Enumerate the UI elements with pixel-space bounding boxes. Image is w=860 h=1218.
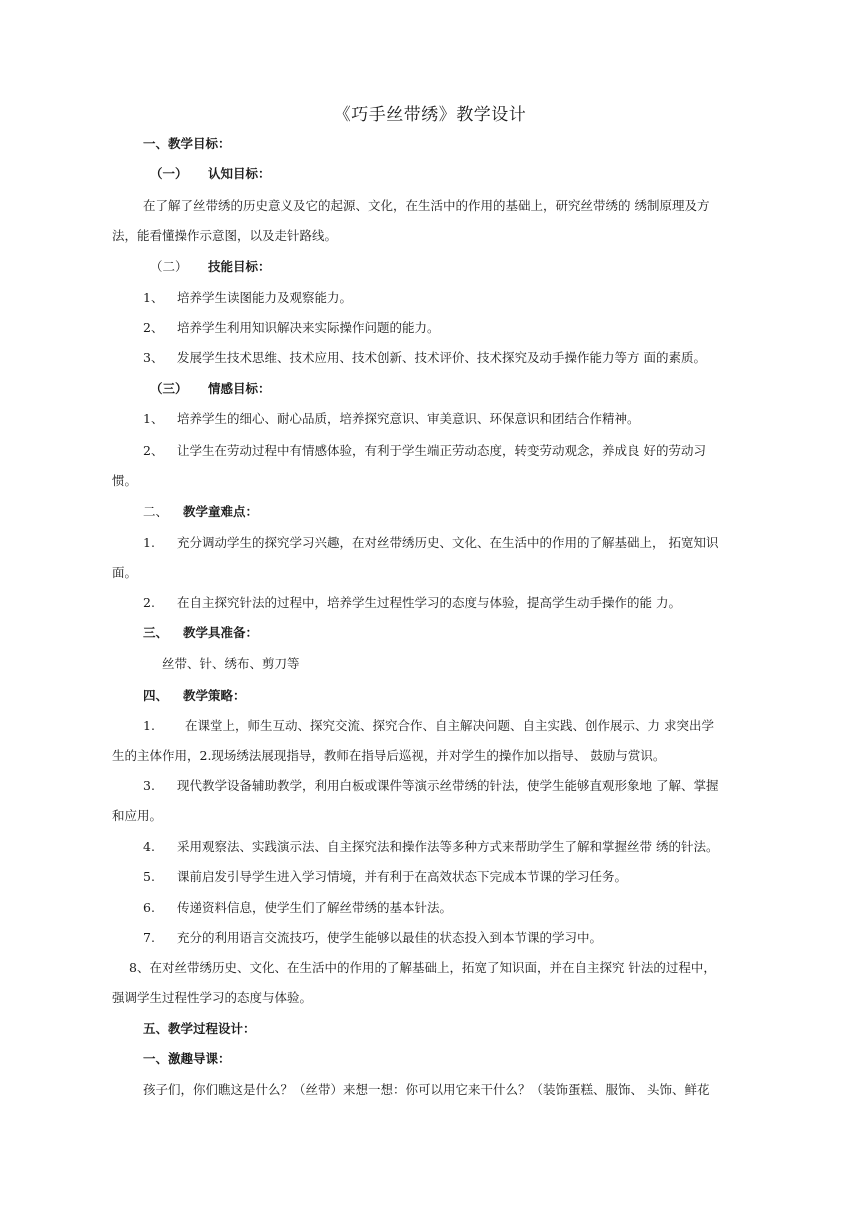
list-number: 1. — [143, 535, 155, 550]
list-number: 7. — [143, 930, 155, 945]
list-item — [143, 928, 602, 948]
list-text: 在自主探究针法的过程中，培养学生过程性学习的态度与体验，提高学生动手操作的能 力。 — [177, 595, 681, 610]
list-item — [143, 716, 714, 736]
section-number: （三） — [150, 381, 188, 396]
list-item: 8、在对丝带绣历史、文化、在生活中的作用的了解基础上，拓宽了知识面，并在自主探究 针法的过程中， — [129, 960, 716, 975]
list-item — [143, 533, 718, 553]
section-4-heading — [143, 686, 246, 706]
list-text: 传递资料信息，使学生们了解丝带绣的基本针法。 — [177, 900, 453, 915]
list-number: 2、 — [143, 320, 164, 335]
list-number: 2. — [143, 595, 155, 610]
list-text: 现代教学设备辅助教学，利用白板或课件等演示丝带绣的针法，使学生能够直观形象地 了解、掌握 — [177, 778, 719, 793]
list-number: 3. — [143, 778, 155, 793]
section-1-1-heading — [150, 164, 271, 184]
list-text: 课前启发引导学生进入学习情境，并有利于在高效状态下完成本节课的学习任务。 — [177, 869, 628, 884]
section-label: 认知目标： — [208, 166, 271, 181]
section-number: （二） — [150, 259, 188, 274]
section-1-3-heading — [150, 379, 271, 399]
list-text: 充分的利用语言交流技巧，使学生能够以最佳的状态投入到本节课的学习中。 — [177, 930, 603, 945]
section-3-heading — [143, 623, 258, 643]
section-1-heading: 一、教学目标： — [143, 136, 231, 151]
list-item — [143, 288, 352, 308]
list-number: 1、 — [143, 411, 164, 426]
list-text: 培养学生读图能力及观察能力。 — [177, 290, 353, 305]
section-number: 二、 — [143, 504, 169, 519]
section-5-heading: 五、教学过程设计： — [143, 1021, 256, 1036]
paragraph-line: 丝带、针、绣布、剪刀等 — [162, 656, 300, 671]
section-2-heading — [143, 502, 258, 522]
paragraph-line: 强调学生过程性学习的态度与体验。 — [112, 990, 313, 1005]
list-number: 6. — [143, 900, 155, 915]
section-label: 情感目标： — [208, 381, 271, 396]
list-item — [143, 318, 440, 338]
list-item — [143, 348, 706, 368]
document-title: 《巧手丝带绣》教学设计 — [333, 105, 527, 125]
list-text: 让学生在劳动过程中有情感体验，有利于学生端正劳动态度，转变劳动观念，养成良 好的劳动习 — [177, 443, 706, 458]
section-label: 技能目标： — [208, 259, 271, 274]
section-number: （一） — [150, 166, 188, 181]
list-item — [143, 441, 706, 461]
list-text: 充分调动学生的探究学习兴趣，在对丝带绣历史、文化、在生活中的作用的了解基础上， 拓宽知识 — [177, 535, 719, 550]
section-1-2-heading — [150, 257, 271, 277]
list-item — [143, 409, 640, 429]
list-item — [143, 898, 452, 918]
paragraph-line: 惯。 — [112, 473, 138, 488]
list-number: 3、 — [143, 350, 164, 365]
section-5-1-heading: 一、激趣导课： — [143, 1051, 231, 1066]
list-text: 培养学生利用知识解决来实际操作问题的能力。 — [177, 320, 440, 335]
list-item — [143, 593, 681, 613]
paragraph-line: 法，能看懂操作示意图，以及走针路线。 — [112, 228, 338, 243]
section-number: 三、 — [143, 625, 169, 640]
paragraph-line: 和应用。 — [112, 808, 163, 823]
paragraph-line: 孩子们，你们瞧这是什么？（丝带）来想一想：你可以用它来干什么？（装饰蛋糕、服饰、 头饰、鲜花 — [143, 1082, 710, 1097]
list-item — [143, 776, 718, 796]
section-label: 教学策略： — [183, 688, 246, 703]
section-label: 教学童难点： — [183, 504, 259, 519]
section-label: 教学具准备： — [183, 625, 259, 640]
list-number: 4. — [143, 839, 155, 854]
list-number: 2、 — [143, 443, 164, 458]
paragraph-line: 在了解了丝带绣的历史意义及它的起源、文化，在生活中的作用的基础上，研究丝带绣的 绣制原理及方 — [143, 198, 710, 213]
list-number: 5. — [143, 869, 155, 884]
list-text: 在课堂上，师生互动、探究交流、探究合作、自主解决问题、自主实践、创作展示、力 求突出学 — [185, 718, 714, 733]
paragraph-line: 生的主体作用，2.现场绣法展现指导，教师在指导后巡视，并对学生的操作加以指导、 鼓励与赏识。 — [112, 748, 666, 763]
list-item — [143, 867, 627, 887]
list-number: 1、 — [143, 290, 164, 305]
list-text: 采用观察法、实践演示法、自主探究法和操作法等多种方式来帮助学生了解和掌握丝带 绣的针法。 — [177, 839, 719, 854]
list-text: 发展学生技术思维、技术应用、技术创新、技术评价、技术探究及动手操作能力等方 面的素质。 — [177, 350, 706, 365]
list-text: 培养学生的细心、耐心品质，培养探究意识、审美意识、环保意识和团结合作精神。 — [177, 411, 640, 426]
list-number: 1. — [143, 718, 155, 733]
list-item — [143, 837, 718, 857]
paragraph-line: 面。 — [112, 565, 138, 580]
section-number: 四、 — [143, 688, 169, 703]
